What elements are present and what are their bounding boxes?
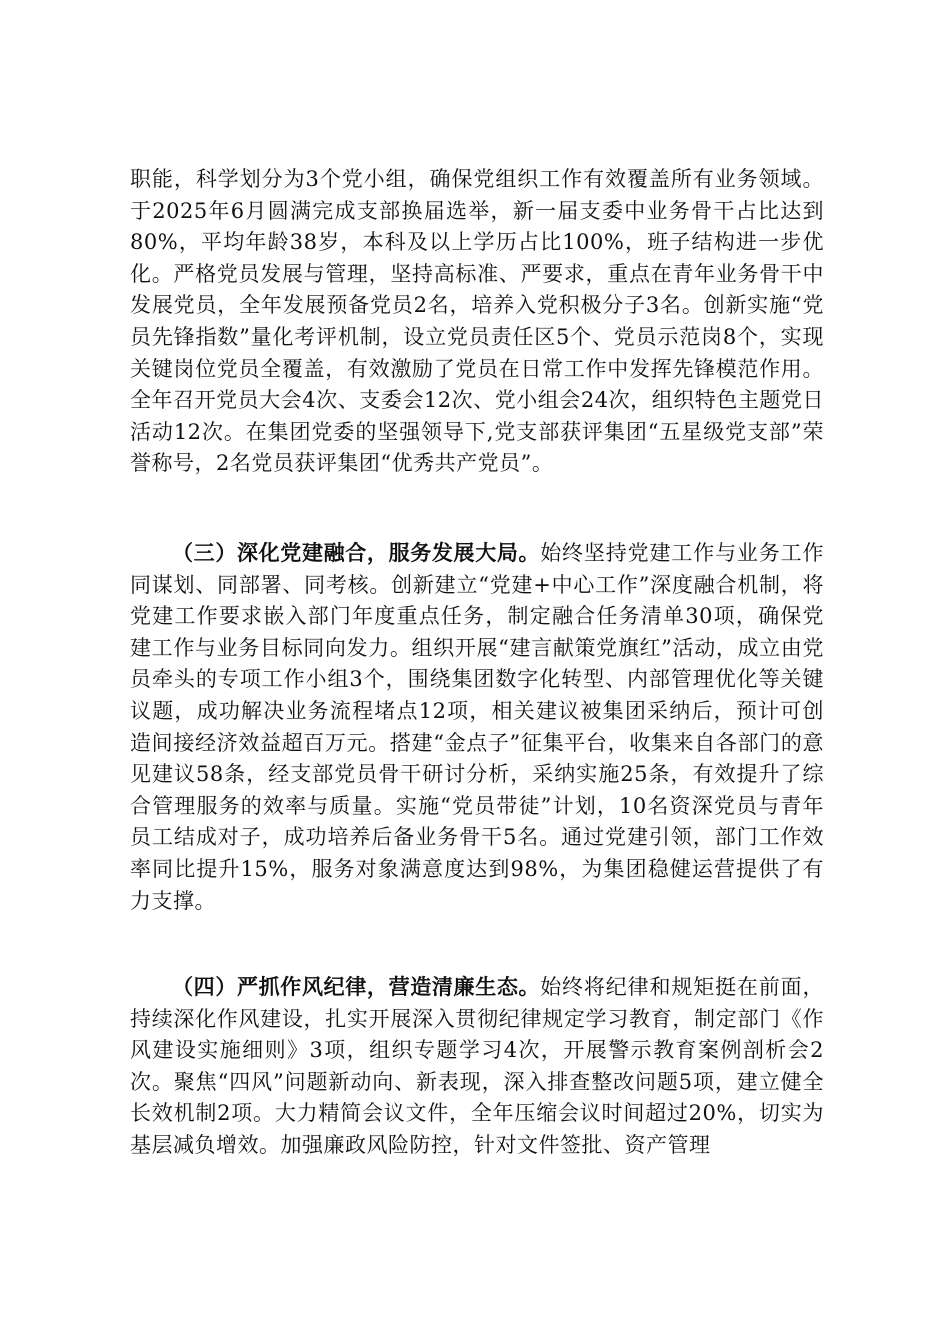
paragraph-text: 始终将纪律和规矩挺在前面，持续深化作风建设，扎实开展深入贯彻纪律规定学习教育，制定部门《作风建设实施细则》3项，组织专题学习4次，开展警示教育案例剖析会2次。聚焦“四风”问题新动向、新表现，深入排查整改问题5项，建立健全长效机制2项。大力精简会议文件，全年压缩会议时间超过20%，切实为基层减负增效。加强廉政风险防控，针对文件签批、资产管理 [130, 975, 825, 1157]
section-heading: （四）严抓作风纪律，营造清廉生态。 [172, 975, 541, 999]
paragraph-body [130, 538, 824, 917]
paragraph-continuation [130, 164, 824, 480]
paragraph-party-building-integration [130, 538, 824, 917]
paragraph-body [130, 972, 824, 1162]
section-heading: （三）深化党建融合，服务发展大局。 [172, 541, 541, 565]
paragraph-work-style-discipline [130, 972, 824, 1162]
paragraph-text: 始终坚持党建工作与业务工作同谋划、同部署、同考核。创新建立“党建+中心工作”深度融合机制，将党建工作要求嵌入部门年度重点任务，制定融合任务清单30项，确保党建工作与业务目标同向发力。组织开展“建言献策党旗红”活动，成立由党员牵头的专项工作小组3个，围绕集团数字化转型、内部管理优化等关键议题，成功解决业务流程堵点12项，相关建议被集团采纳后，预计可创造间接经济效益超百万元。搭建“金点子”征集平台，收集来自各部门的意见建议58条，经支部党员骨干研讨分析，采纳实施25条，有效提升了综合管理服务的效率与质量。实施“党员带徒”计划，10名资深党员与青年员工结成对子，成功培养后备业务骨干5名。通过党建引领，部门工作效率同比提升15%，服务对象满意度达到98%，为集团稳健运营提供了有力支撑。 [130, 541, 825, 913]
paragraph-text: 职能，科学划分为3个党小组，确保党组织工作有效覆盖所有业务领域。于2025年6月圆满完成支部换届选举，新一届支委中业务骨干占比达到80%，平均年龄38岁，本科及以上学历占比100%，班子结构进一步优化。严格党员发展与管理，坚持高标准、严要求，重点在青年业务骨干中发展党员，全年发展预备党员2名，培养入党积极分子3名。创新实施“党员先锋指数”量化考评机制，设立党员责任区5个、党员示范岗8个，实现关键岗位党员全覆盖，有效激励了党员在日常工作中发挥先锋模范作用。全年召开党员大会4次、支委会12次、党小组会24次，组织特色主题党日活动12次。在集团党委的坚强领导下,党支部获评集团“五星级党支部”荣誉称号，2名党员获评集团“优秀共产党员”。 [130, 167, 824, 476]
